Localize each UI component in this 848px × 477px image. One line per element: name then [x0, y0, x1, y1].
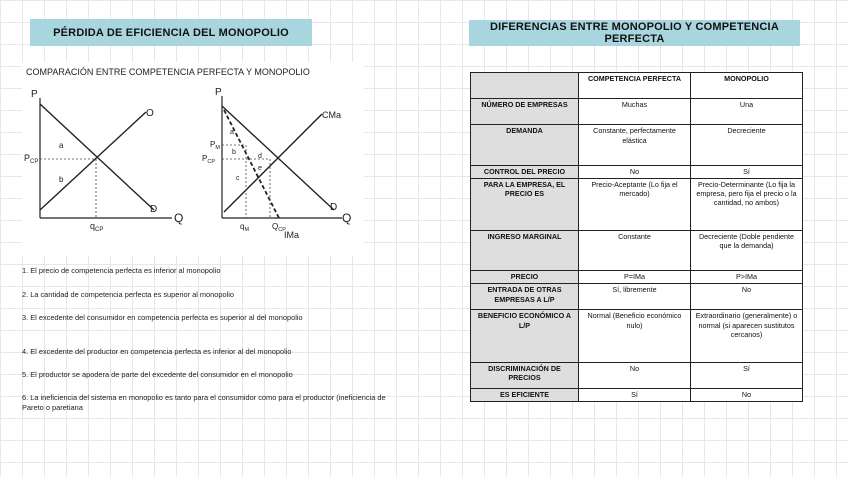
right-pm-label: $P_M$	[210, 140, 220, 151]
right-qm-label: $q_M$	[240, 222, 250, 233]
note-5: 5. El productor se apodera de parte del excedente del consumidor en el monopolio	[22, 370, 293, 379]
row-label: BENEFICIO ECONÓMICO A L/P	[471, 310, 579, 362]
cell-cp: Normal (Beneficio económico nulo)	[579, 310, 691, 362]
note-1: 1. El precio de competencia perfecta es inferior al monopolio	[22, 266, 221, 275]
left-qty-label: $q_{CP}$	[90, 221, 104, 233]
figure-title: COMPARACIÓN ENTRE COMPETENCIA PERFECTA Y MONOPOLIO	[26, 67, 310, 77]
cell-monopoly: Sí	[691, 362, 803, 388]
table-corner	[471, 73, 579, 99]
right-ima-label: IMa	[284, 230, 300, 240]
table-row	[471, 388, 803, 401]
right-x-label: Q	[342, 211, 352, 225]
table-row	[471, 284, 803, 310]
cell-cp: No	[579, 362, 691, 388]
left-area-a: a	[59, 141, 64, 150]
cell-monopoly: No	[691, 284, 803, 310]
row-label: ES EFICIENTE	[471, 388, 579, 401]
row-label: DISCRIMINACIÓN DE PRECIOS	[471, 362, 579, 388]
cell-monopoly: Extraordinario (generalmente) o normal (si aparecen sustitutos cercanos)	[691, 310, 803, 362]
cell-cp: Muchas	[579, 99, 691, 125]
left-demand-label: D	[150, 204, 158, 215]
row-label: NÚMERO DE EMPRESAS	[471, 99, 579, 125]
cell-monopoly: Una	[691, 99, 803, 125]
table-row	[471, 230, 803, 270]
table-row	[471, 271, 803, 284]
cell-cp: Sí	[579, 388, 691, 401]
left-x-label: Q	[174, 211, 184, 225]
left-section-title: PÉRDIDA DE EFICIENCIA DEL MONOPOLIO	[30, 19, 312, 46]
table-row	[471, 178, 803, 230]
right-area-d: d	[258, 153, 262, 160]
table-row	[471, 362, 803, 388]
row-label: INGRESO MARGINAL	[471, 230, 579, 270]
left-graph	[24, 89, 183, 233]
comparison-graphs	[22, 62, 364, 256]
column-header-monopoly: MONOPOLIO	[691, 73, 803, 99]
note-2: 2. La cantidad de competencia perfecta es superior al monopolio	[22, 290, 234, 299]
left-y-label: P	[31, 89, 38, 100]
table-row	[471, 310, 803, 362]
right-y-label: P	[215, 87, 222, 98]
cell-cp: Constante, perfectamente elástica	[579, 125, 691, 165]
cell-monopoly: Decreciente	[691, 125, 803, 165]
right-area-a: a	[230, 129, 234, 136]
cell-monopoly: P>IMa	[691, 271, 803, 284]
left-area-b: b	[59, 175, 64, 184]
column-header-cp: COMPETENCIA PERFECTA	[579, 73, 691, 99]
table-row	[471, 99, 803, 125]
cell-cp: Sí, libremente	[579, 284, 691, 310]
row-label: ENTRADA DE OTRAS EMPRESAS A L/P	[471, 284, 579, 310]
right-area-c: c	[236, 175, 240, 182]
cell-monopoly: Decreciente (Doble pendiente que la demanda)	[691, 230, 803, 270]
cell-cp: P=IMa	[579, 271, 691, 284]
table-header-row	[471, 73, 803, 99]
row-label: PARA LA EMPRESA, EL PRECIO ES	[471, 178, 579, 230]
right-section-title: DIFERENCIAS ENTRE MONOPOLIO Y COMPETENCIA PERFECTA	[469, 20, 800, 46]
table-row	[471, 165, 803, 178]
table-row	[471, 125, 803, 165]
right-demand-label: D	[330, 202, 338, 213]
right-graph	[202, 87, 351, 240]
left-supply-line	[40, 112, 146, 210]
cell-monopoly: Precio-Determinante (Lo fija la empresa, pero fija el precio o la cantidad, no ambos)	[691, 178, 803, 230]
cell-cp: Constante	[579, 230, 691, 270]
row-label: PRECIO	[471, 271, 579, 284]
note-4: 4. El excedente del productor en competencia perfecta es inferior al del monopolio	[22, 347, 292, 356]
left-supply-label: O	[146, 108, 154, 119]
left-price-label: $P_{CP}$	[24, 153, 39, 165]
note-6: 6. La ineficiencia del sistema en monopolio es tanto para el consumidor como para el productor (ineficiencia de Pareto o paretiana	[22, 393, 386, 412]
comparison-figure	[22, 62, 364, 256]
cell-monopoly: Sí	[691, 165, 803, 178]
right-pcp-label: $P_{CP}$	[202, 154, 215, 165]
right-area-b: b	[232, 149, 236, 156]
right-cma-label: CMa	[322, 110, 342, 120]
cell-cp: Precio-Aceptante (Lo fija el mercado)	[579, 178, 691, 230]
row-label: CONTROL DEL PRECIO	[471, 165, 579, 178]
row-label: DEMANDA	[471, 125, 579, 165]
cell-cp: No	[579, 165, 691, 178]
right-area-e: e	[258, 165, 262, 172]
note-3: 3. El excedente del consumidor en competencia perfecta es superior al del monopolio	[22, 313, 303, 322]
right-qcp-label: $Q_{CP}$	[272, 222, 286, 233]
right-cma-line	[224, 114, 322, 212]
comparison-table	[470, 72, 803, 402]
cell-monopoly: No	[691, 388, 803, 401]
